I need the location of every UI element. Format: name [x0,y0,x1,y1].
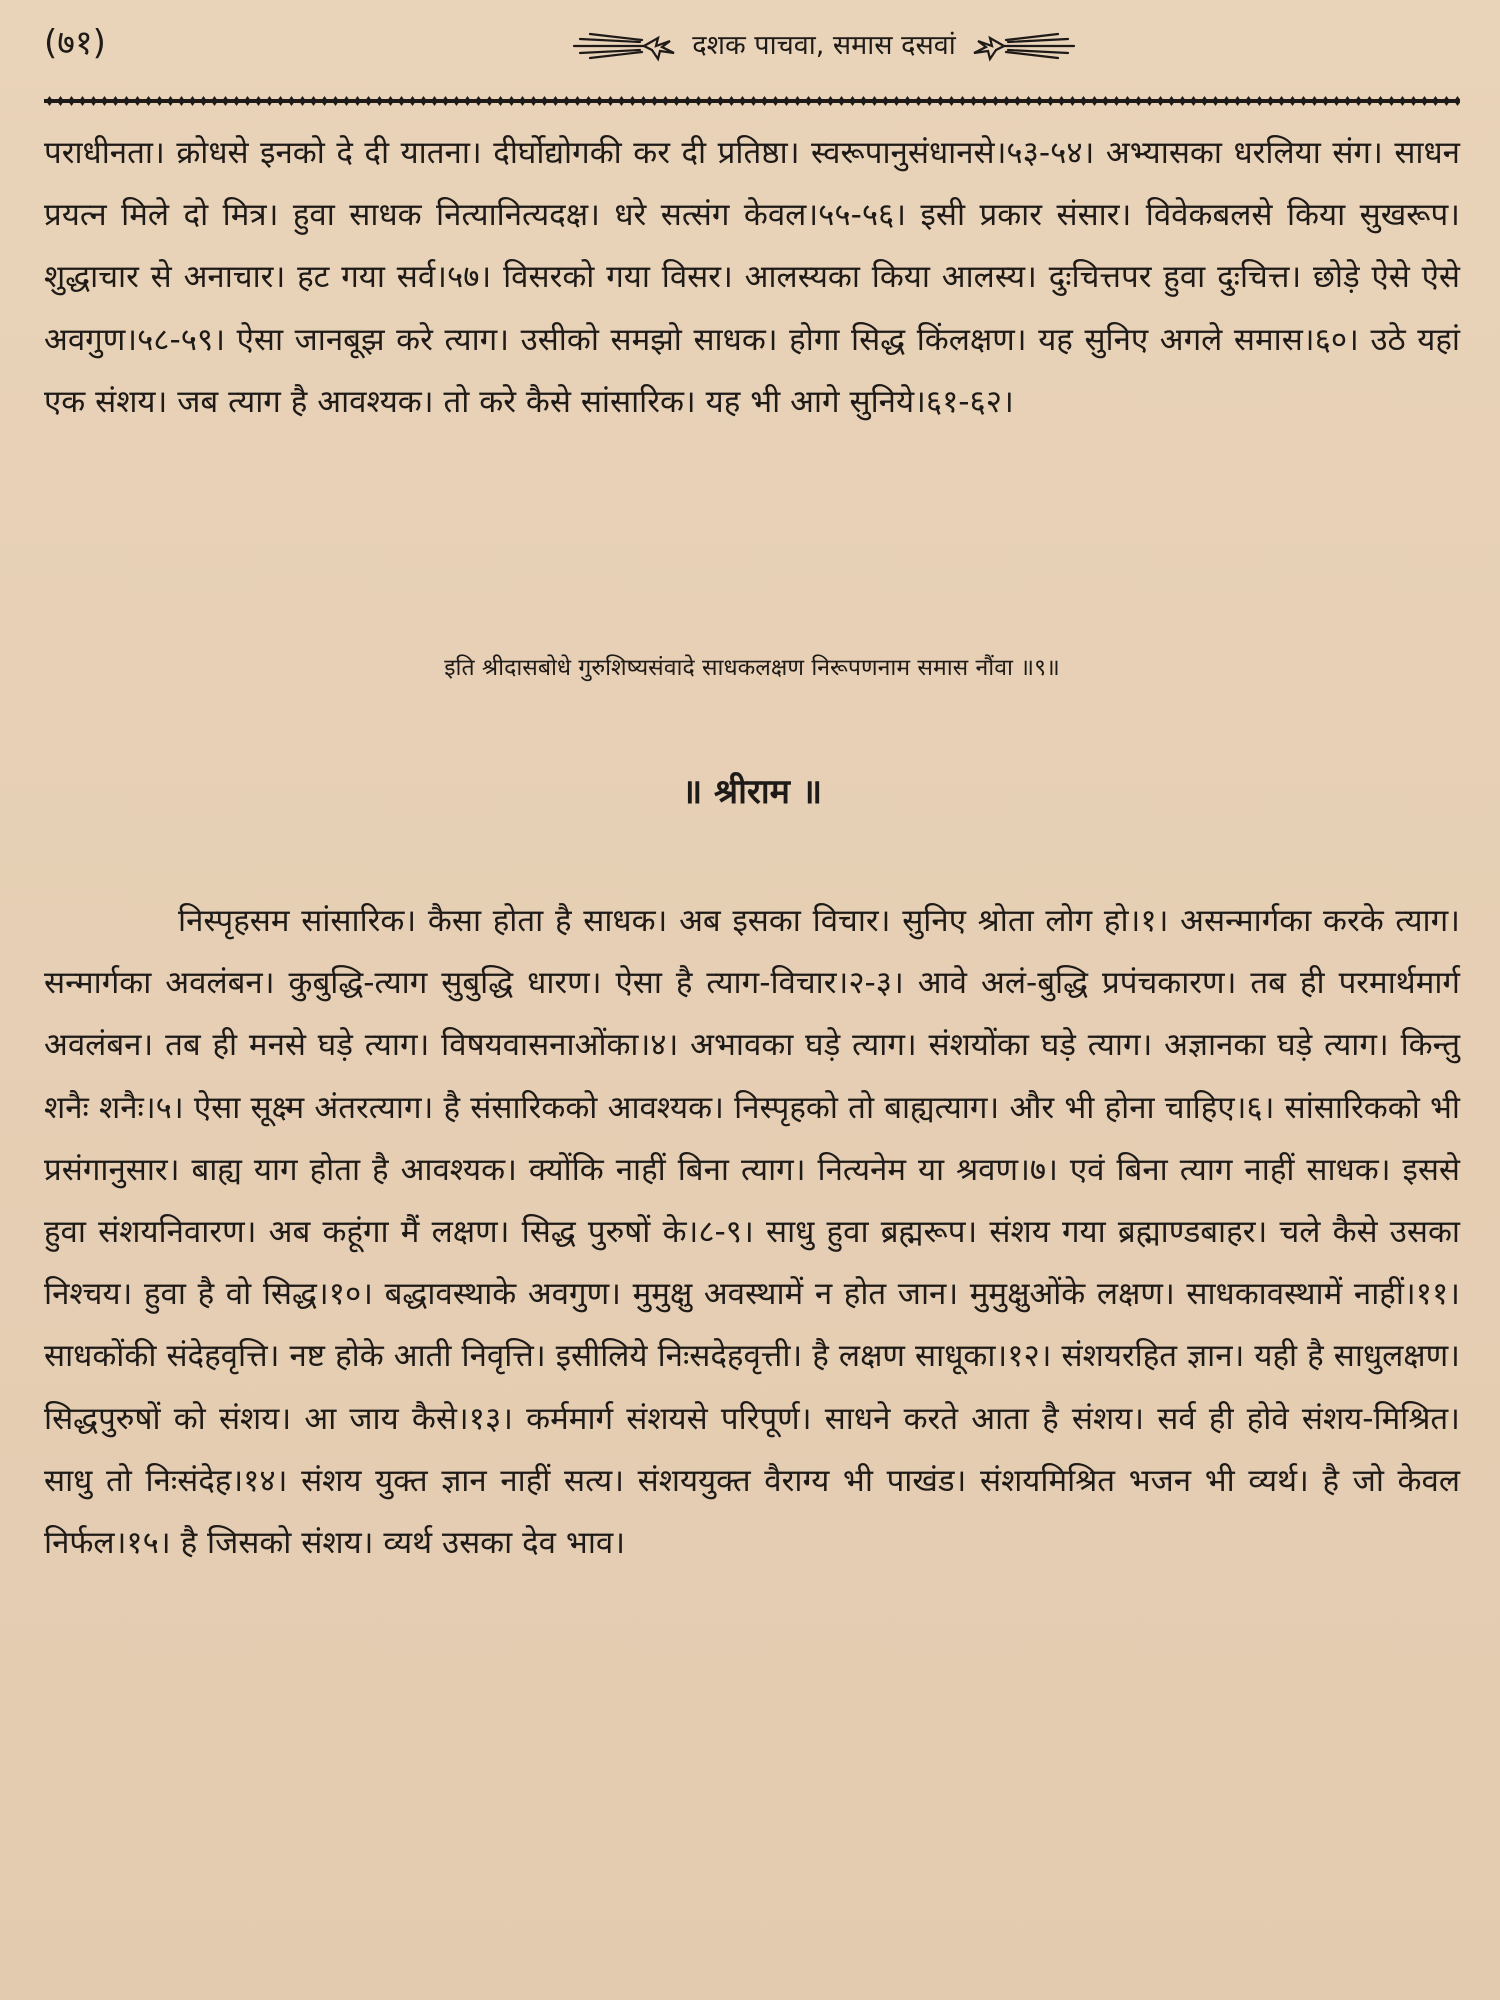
decorative-rule-icon [44,88,1460,114]
left-ornament-icon [572,29,682,63]
invocation-heading: ॥ श्रीराम ॥ [681,772,823,812]
decorative-rule [44,88,1460,114]
paragraph-continuation: पराधीनता। क्रोधसे इनको दे दी यातना। दीर्घोद्योगकी कर दी प्रतिष्ठा। स्वरूपानुसंधानसे।५३-५४। अभ्यासका धरलिया संग। साधन प्रयत्न मिले दो मित्र। हुवा साधक नित्यानित्यदक्ष। धरे सत्संग केवल।५५-५६। इसी प्रकार संसार। विवेकबलसे किया सुखरूप। शुद्धाचार से अनाचार। हट गया सर्व।५७। विसरको गया विसर। आलस्यका किया आलस्य। दुःचित्तपर हुवा दुःचित्त। छोड़े ऐसे ऐसे अवगुण।५८-५९। ऐसा जानबूझ करे त्याग। उसीको समझो साधक। होगा सिद्ध किंलक्षण। यह सुनिए अगले समास।६०। उठे यहां एक संशय। जब त्याग है आवश्यक। तो करे कैसे सांसारिक। यह भी आगे सुनिये।६१-६२। [44,135,1460,420]
running-head-text: दशक पाचवा, समास दसवां [692,30,956,61]
chapter-colophon: इति श्रीदासबोधे गुरुशिष्यसंवादे साधकलक्षण निरूपणनाम समास नौंवा ॥९॥ [444,655,1060,681]
right-ornament-icon [966,29,1076,63]
page-header [44,20,1460,72]
running-head [514,26,1134,66]
paragraph-main: निस्पृहसम सांसारिक। कैसा होता है साधक। अब इसका विचार। सुनिए श्रोता लोग हो।१। असन्मार्गका करके त्याग। सन्मार्गका अवलंबन। कुबुद्धि-त्याग सुबुद्धि धारण। ऐसा है त्याग-विचार।२-३। आवे अलं-बुद्धि प्रपंचकारण। तब ही परमार्थमार्ग अवलंबन। तब ही मनसे घड़े त्याग। विषयवासनाओंका।४। अभावका घड़े त्याग। संशयोंका घड़े त्याग। अज्ञानका घड़े त्याग। किन्तु शनैः शनैः।५। ऐसा सूक्ष्म अंतरत्याग। है संसारिकको आवश्यक। निस्पृहको तो बाह्यत्याग। और भी होना चाहिए।६। सांसारिकको भी प्रसंगानुसार। बाह्य याग होता है आवश्यक। क्योंकि नाहीं बिना त्याग। नित्यनेम या श्रवण।७। एवं बिना त्याग नाहीं साधक। इससे हुवा संशयनिवारण। अब कहूंगा मैं लक्षण। सिद्ध पुरुषों के।८-९। साधु हुवा ब्रह्मरूप। संशय गया ब्रह्माण्डबाहर। चले कैसे उसका निश्चय। हुवा है वो सिद्ध।१०। बद्धावस्थाके अवगुण। मुमुक्षु अवस्थामें न होत जान। मुमुक्षुओंके लक्षण। साधकावस्थामें नाहीं।११। साधकोंकी संदेहवृत्ति। नष्ट होके आती निवृत्ति। इसीलिये निःसदेहवृत्ती। है लक्षण साधूका।१२। संशयरहित ज्ञान। यही है साधुलक्षण। सिद्धपुरुषों को संशय। आ जाय कैसे।१३। कर्ममार्ग संशयसे परिपूर्ण। साधने करते आता है संशय। सर्व ही होवे संशय-मिश्रित। साधु तो निःसंदेह।१४। संशय युक्त ज्ञान नाहीं सत्य। संशययुक्त वैराग्य भी पाखंड। संशयमिश्रित भजन भी व्यर्थ। है जो केवल निर्फल।१५। है जिसको संशय। व्यर्थ उसका देव भाव। [44,903,1460,1562]
page-number: (७१) [44,23,106,63]
